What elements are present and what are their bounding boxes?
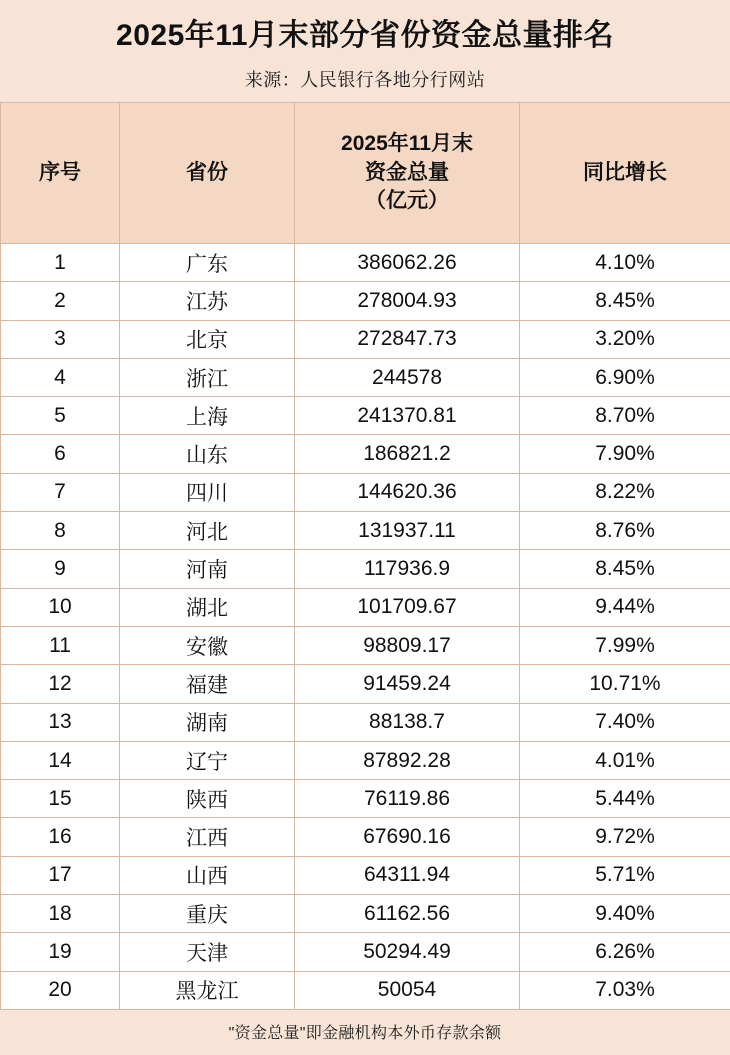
cell-growth: 4.10% <box>520 244 730 282</box>
cell-province: 北京 <box>120 320 295 358</box>
cell-growth: 8.70% <box>520 397 730 435</box>
cell-amount: 131937.11 <box>295 512 520 550</box>
cell-rank: 5 <box>1 397 120 435</box>
table-row <box>1 895 730 933</box>
cell-amount: 278004.93 <box>295 282 520 320</box>
cell-growth: 7.90% <box>520 435 730 473</box>
cell-growth: 10.71% <box>520 665 730 703</box>
cell-growth: 6.90% <box>520 358 730 396</box>
cell-amount: 50294.49 <box>295 933 520 971</box>
page-title: 2025年11月末部分省份资金总量排名 <box>116 19 614 52</box>
cell-growth: 7.03% <box>520 971 730 1009</box>
cell-province: 安徽 <box>120 626 295 664</box>
cell-amount: 272847.73 <box>295 320 520 358</box>
cell-rank: 1 <box>1 244 120 282</box>
cell-rank: 9 <box>1 550 120 588</box>
cell-province: 山东 <box>120 435 295 473</box>
cell-growth: 6.26% <box>520 933 730 971</box>
table-row <box>1 512 730 550</box>
table-row <box>1 665 730 703</box>
cell-amount: 101709.67 <box>295 588 520 626</box>
table-row <box>1 971 730 1009</box>
cell-rank: 13 <box>1 703 120 741</box>
table-row <box>1 358 730 396</box>
cell-amount: 76119.86 <box>295 780 520 818</box>
cell-amount: 186821.2 <box>295 435 520 473</box>
table-row <box>1 435 730 473</box>
cell-province: 辽宁 <box>120 741 295 779</box>
cell-growth: 4.01% <box>520 741 730 779</box>
cell-amount: 91459.24 <box>295 665 520 703</box>
table-footnote: "资金总量"即金融机构本外币存款余额 <box>0 1010 730 1055</box>
cell-province: 上海 <box>120 397 295 435</box>
cell-rank: 11 <box>1 626 120 664</box>
cell-growth: 9.72% <box>520 818 730 856</box>
table-row <box>1 626 730 664</box>
table-head <box>1 103 730 244</box>
cell-province: 福建 <box>120 665 295 703</box>
cell-province: 重庆 <box>120 895 295 933</box>
column-header-amount-line3: （亿元） <box>365 189 449 213</box>
cell-amount: 64311.94 <box>295 856 520 894</box>
cell-rank: 14 <box>1 741 120 779</box>
column-header-growth: 同比增长 <box>520 103 730 244</box>
cell-amount: 144620.36 <box>295 473 520 511</box>
cell-growth: 8.45% <box>520 282 730 320</box>
page-header <box>0 0 730 102</box>
table-row <box>1 703 730 741</box>
cell-amount: 117936.9 <box>295 550 520 588</box>
cell-rank: 3 <box>1 320 120 358</box>
cell-rank: 2 <box>1 282 120 320</box>
cell-rank: 6 <box>1 435 120 473</box>
table-row <box>1 780 730 818</box>
cell-rank: 19 <box>1 933 120 971</box>
column-header-rank: 序号 <box>1 103 120 244</box>
cell-growth: 5.44% <box>520 780 730 818</box>
cell-growth: 7.40% <box>520 703 730 741</box>
cell-amount: 241370.81 <box>295 397 520 435</box>
ranking-table <box>0 102 730 1010</box>
column-header-amount <box>295 103 520 244</box>
cell-rank: 7 <box>1 473 120 511</box>
cell-province: 河南 <box>120 550 295 588</box>
column-header-amount-line2: 资金总量 <box>365 160 449 184</box>
cell-rank: 17 <box>1 856 120 894</box>
cell-amount: 87892.28 <box>295 741 520 779</box>
table-row <box>1 473 730 511</box>
cell-province: 江苏 <box>120 282 295 320</box>
column-header-province: 省份 <box>120 103 295 244</box>
source-line: 来源：人民银行各地分行网站 <box>244 70 486 90</box>
cell-amount: 244578 <box>295 358 520 396</box>
cell-growth: 5.71% <box>520 856 730 894</box>
table-row <box>1 397 730 435</box>
table-row <box>1 320 730 358</box>
cell-amount: 88138.7 <box>295 703 520 741</box>
column-header-amount-line1: 2025年11月末 <box>341 132 473 156</box>
table-header-row <box>1 103 730 244</box>
table-row <box>1 588 730 626</box>
cell-rank: 20 <box>1 971 120 1009</box>
cell-province: 湖北 <box>120 588 295 626</box>
cell-amount: 67690.16 <box>295 818 520 856</box>
cell-growth: 8.76% <box>520 512 730 550</box>
cell-province: 浙江 <box>120 358 295 396</box>
cell-province: 广东 <box>120 244 295 282</box>
cell-province: 山西 <box>120 856 295 894</box>
cell-rank: 10 <box>1 588 120 626</box>
table-body <box>1 244 730 1010</box>
table-row <box>1 856 730 894</box>
cell-growth: 8.45% <box>520 550 730 588</box>
cell-growth: 9.40% <box>520 895 730 933</box>
cell-rank: 4 <box>1 358 120 396</box>
table-row <box>1 818 730 856</box>
cell-province: 江西 <box>120 818 295 856</box>
cell-amount: 61162.56 <box>295 895 520 933</box>
cell-province: 河北 <box>120 512 295 550</box>
table-row <box>1 741 730 779</box>
cell-amount: 98809.17 <box>295 626 520 664</box>
cell-rank: 15 <box>1 780 120 818</box>
table-row <box>1 282 730 320</box>
table-row <box>1 244 730 282</box>
cell-amount: 386062.26 <box>295 244 520 282</box>
cell-province: 湖南 <box>120 703 295 741</box>
cell-province: 黑龙江 <box>120 971 295 1009</box>
cell-amount: 50054 <box>295 971 520 1009</box>
cell-growth: 7.99% <box>520 626 730 664</box>
cell-rank: 18 <box>1 895 120 933</box>
cell-rank: 16 <box>1 818 120 856</box>
cell-rank: 8 <box>1 512 120 550</box>
table-row <box>1 550 730 588</box>
cell-province: 陕西 <box>120 780 295 818</box>
cell-growth: 9.44% <box>520 588 730 626</box>
cell-growth: 3.20% <box>520 320 730 358</box>
cell-province: 天津 <box>120 933 295 971</box>
cell-growth: 8.22% <box>520 473 730 511</box>
cell-province: 四川 <box>120 473 295 511</box>
cell-rank: 12 <box>1 665 120 703</box>
table-row <box>1 933 730 971</box>
